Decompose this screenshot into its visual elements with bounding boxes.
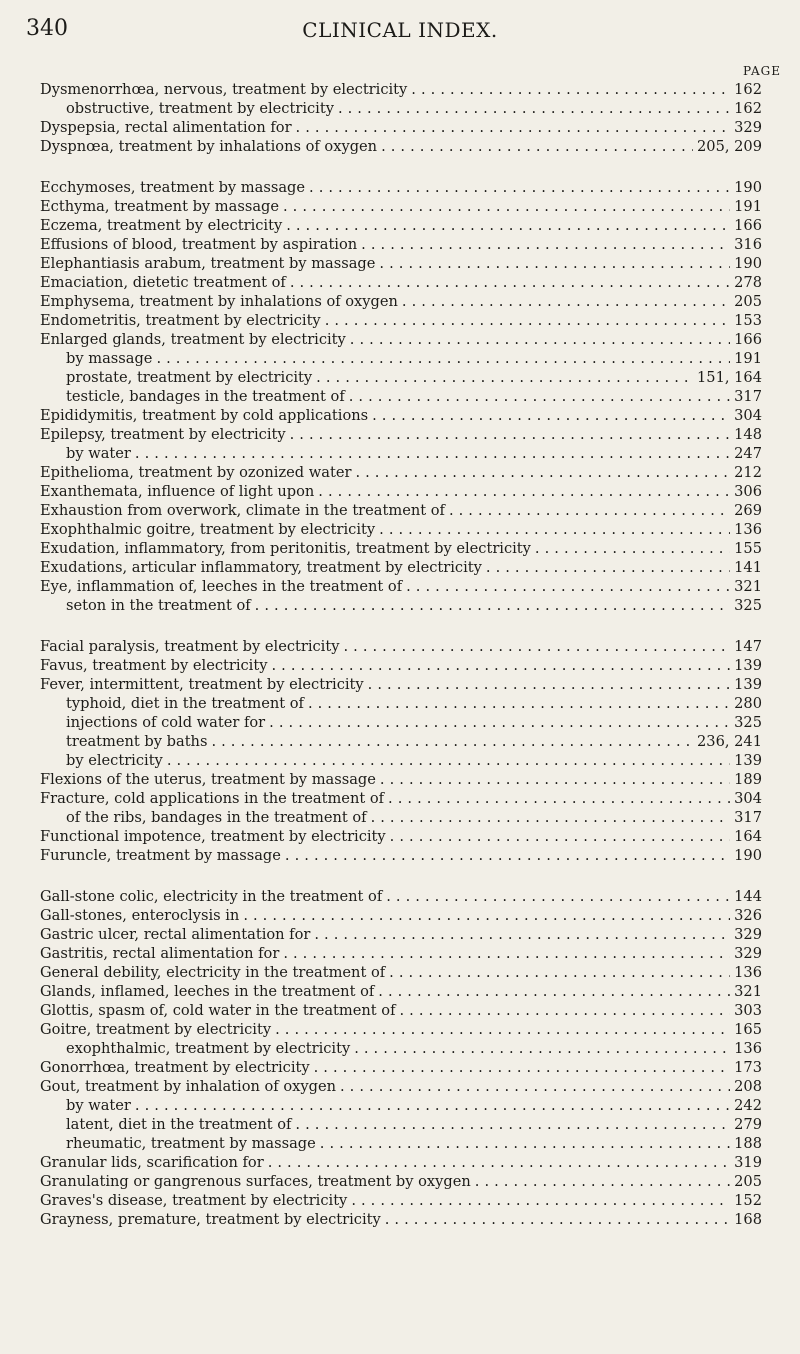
entry-term: Exhaustion from overwork, climate in the treatment of xyxy=(40,502,445,519)
entry-pages: 190 xyxy=(734,179,762,196)
index-subentry xyxy=(40,808,762,827)
entry-term: of the ribs, bandages in the treatment of xyxy=(66,809,367,826)
entry-term: Glands, inflamed, leeches in the treatment of xyxy=(40,983,375,1000)
entry-term: Elephantiasis arabum, treatment by massage xyxy=(40,255,376,272)
entry-term: by water xyxy=(66,445,131,462)
dot-leader xyxy=(368,675,730,694)
entry-term: testicle, bandages in the treatment of xyxy=(66,388,345,405)
entry-term: exophthalmic, treatment by electricity xyxy=(66,1040,351,1057)
index-entry xyxy=(40,770,762,789)
entry-term: Granulating or gangrenous surfaces, treatment by oxygen xyxy=(40,1173,471,1190)
entry-pages: 208 xyxy=(734,1078,762,1095)
page-number: 340 xyxy=(26,16,68,41)
entry-term: Grayness, premature, treatment by electricity xyxy=(40,1211,381,1228)
index-entry xyxy=(40,520,762,539)
entry-pages: 317 xyxy=(734,388,762,405)
dot-leader xyxy=(275,1020,730,1039)
dot-leader xyxy=(269,713,730,732)
index-subentry xyxy=(40,387,762,406)
dot-leader xyxy=(156,349,730,368)
entry-pages: 173 xyxy=(734,1059,762,1076)
dot-leader xyxy=(449,501,730,520)
index-subentry xyxy=(40,99,762,118)
entry-term: Dysmenorrhœa, nervous, treatment by electricity xyxy=(40,81,408,98)
entry-term: Granular lids, scarification for xyxy=(40,1154,264,1171)
index-entry xyxy=(40,137,762,156)
index-entry xyxy=(40,906,762,925)
dot-leader xyxy=(390,827,730,846)
entry-pages: 304 xyxy=(734,790,762,807)
index-entry xyxy=(40,311,762,330)
entry-term: by water xyxy=(66,1097,131,1114)
dot-leader xyxy=(316,368,693,387)
index-entry xyxy=(40,292,762,311)
dot-leader xyxy=(243,906,730,925)
entry-term: treatment by baths xyxy=(66,733,208,750)
entry-term: seton in the treatment of xyxy=(66,597,251,614)
dot-leader xyxy=(411,80,730,99)
index-entry xyxy=(40,675,762,694)
dot-leader xyxy=(135,1096,730,1115)
entry-pages: 188 xyxy=(734,1135,762,1152)
entry-pages: 321 xyxy=(734,578,762,595)
entry-pages: 139 xyxy=(734,676,762,693)
index-entry xyxy=(40,944,762,963)
index-subentry xyxy=(40,1115,762,1134)
index-subentry xyxy=(40,1134,762,1153)
entry-term: Emphysema, treatment by inhalations of oxygen xyxy=(40,293,398,310)
entry-pages: 165 xyxy=(734,1021,762,1038)
entry-term: Ecchymoses, treatment by massage xyxy=(40,179,306,196)
dot-leader xyxy=(486,558,730,577)
dot-leader xyxy=(381,137,693,156)
dot-leader xyxy=(380,770,730,789)
index-entry xyxy=(40,254,762,273)
entry-term: Enlarged glands, treatment by electricity xyxy=(40,331,346,348)
entry-pages: 329 xyxy=(734,119,762,136)
dot-leader xyxy=(354,1039,730,1058)
entry-term: General debility, electricity in the treatment of xyxy=(40,964,386,981)
dot-leader xyxy=(340,1077,730,1096)
dot-leader xyxy=(371,808,731,827)
index-entry xyxy=(40,963,762,982)
entry-pages: 190 xyxy=(734,255,762,272)
index-subentry xyxy=(40,444,762,463)
entry-term: Exophthalmic goitre, treatment by electricity xyxy=(40,521,376,538)
entry-term: Epididymitis, treatment by cold applications xyxy=(40,407,369,424)
clinical-index xyxy=(40,80,762,1251)
entry-term: Ecthyma, treatment by massage xyxy=(40,198,279,215)
entry-term: Exudation, inflammatory, from peritonitis, treatment by electricity xyxy=(40,540,531,557)
entry-pages: 189 xyxy=(734,771,762,788)
entry-pages: 139 xyxy=(734,752,762,769)
entry-pages: 144 xyxy=(734,888,762,905)
index-group xyxy=(40,637,762,865)
dot-leader xyxy=(402,292,730,311)
entry-pages: 164 xyxy=(734,828,762,845)
entry-pages: 319 xyxy=(734,1154,762,1171)
entry-pages: 303 xyxy=(734,1002,762,1019)
entry-pages: 325 xyxy=(734,597,762,614)
index-entry xyxy=(40,1172,762,1191)
dot-leader xyxy=(286,216,730,235)
dot-leader xyxy=(290,425,731,444)
index-entry xyxy=(40,1210,762,1229)
entry-pages: 325 xyxy=(734,714,762,731)
dot-leader xyxy=(535,539,730,558)
index-entry xyxy=(40,235,762,254)
entry-term: latent, diet in the treatment of xyxy=(66,1116,292,1133)
index-subentry xyxy=(40,596,762,615)
dot-leader xyxy=(361,235,730,254)
entry-term: Fracture, cold applications in the treatment of xyxy=(40,790,385,807)
entry-term: Favus, treatment by electricity xyxy=(40,657,268,674)
entry-pages: 148 xyxy=(734,426,762,443)
index-subentry xyxy=(40,694,762,713)
dot-leader xyxy=(295,1115,730,1134)
dot-leader xyxy=(135,444,730,463)
dot-leader xyxy=(350,330,730,349)
dot-leader xyxy=(349,387,730,406)
dot-leader xyxy=(268,1153,730,1172)
index-subentry xyxy=(40,751,762,770)
index-entry xyxy=(40,846,762,865)
entry-term: Effusions of blood, treatment by aspiration xyxy=(40,236,358,253)
entry-term: Gall-stone colic, electricity in the treatment of xyxy=(40,888,383,905)
index-entry xyxy=(40,656,762,675)
index-entry xyxy=(40,827,762,846)
index-entry xyxy=(40,178,762,197)
dot-leader xyxy=(271,656,730,675)
index-entry xyxy=(40,463,762,482)
entry-pages: 279 xyxy=(734,1116,762,1133)
entry-term: Eczema, treatment by electricity xyxy=(40,217,283,234)
entry-pages: 329 xyxy=(734,945,762,962)
entry-pages: 205 xyxy=(734,293,762,310)
entry-pages: 278 xyxy=(734,274,762,291)
entry-pages: 162 xyxy=(734,81,762,98)
index-entry xyxy=(40,1077,762,1096)
entry-pages: 152 xyxy=(734,1192,762,1209)
index-entry xyxy=(40,216,762,235)
index-subentry xyxy=(40,732,762,751)
dot-leader xyxy=(406,577,730,596)
dot-leader xyxy=(379,520,730,539)
index-entry xyxy=(40,425,762,444)
index-entry xyxy=(40,577,762,596)
entry-pages: 166 xyxy=(734,217,762,234)
entry-term: Furuncle, treatment by massage xyxy=(40,847,281,864)
index-entry xyxy=(40,1001,762,1020)
index-subentry xyxy=(40,713,762,732)
dot-leader xyxy=(290,273,730,292)
entry-term: obstructive, treatment by electricity xyxy=(66,100,334,117)
entry-term: Epithelioma, treatment by ozonized water xyxy=(40,464,352,481)
index-entry xyxy=(40,330,762,349)
dot-leader xyxy=(314,925,730,944)
index-entry xyxy=(40,197,762,216)
dot-leader xyxy=(308,694,730,713)
entry-pages: 316 xyxy=(734,236,762,253)
dot-leader xyxy=(296,118,731,137)
index-entry xyxy=(40,1153,762,1172)
index-subentry xyxy=(40,349,762,368)
entry-pages: 306 xyxy=(734,483,762,500)
dot-leader xyxy=(389,963,730,982)
entry-pages: 191 xyxy=(734,350,762,367)
entry-term: Dyspnœa, treatment by inhalations of oxygen xyxy=(40,138,378,155)
dot-leader xyxy=(255,596,730,615)
index-entry xyxy=(40,558,762,577)
dot-leader xyxy=(320,1134,730,1153)
entry-term: by massage xyxy=(66,350,153,367)
dot-leader xyxy=(400,1001,731,1020)
entry-term: prostate, treatment by electricity xyxy=(66,369,313,386)
entry-term: Fever, intermittent, treatment by electricity xyxy=(40,676,364,693)
index-group xyxy=(40,80,762,156)
page-column-label: PAGE xyxy=(743,64,781,78)
entry-pages: 153 xyxy=(734,312,762,329)
dot-leader xyxy=(283,197,730,216)
dot-leader xyxy=(211,732,693,751)
entry-pages: 321 xyxy=(734,983,762,1000)
index-group xyxy=(40,887,762,1229)
entry-pages: 212 xyxy=(734,464,762,481)
entry-term: Gout, treatment by inhalation of oxygen xyxy=(40,1078,336,1095)
entry-pages: 317 xyxy=(734,809,762,826)
entry-term: Exudations, articular inflammatory, treatment by electricity xyxy=(40,559,482,576)
entry-pages: 162 xyxy=(734,100,762,117)
entry-term: typhoid, diet in the treatment of xyxy=(66,695,304,712)
entry-pages: 304 xyxy=(734,407,762,424)
entry-pages: 247 xyxy=(734,445,762,462)
dot-leader xyxy=(379,254,730,273)
dot-leader xyxy=(325,311,730,330)
entry-pages: 190 xyxy=(734,847,762,864)
entry-pages: 139 xyxy=(734,657,762,674)
index-entry xyxy=(40,789,762,808)
index-entry xyxy=(40,1020,762,1039)
entry-term: Graves's disease, treatment by electricity xyxy=(40,1192,348,1209)
entry-pages: 242 xyxy=(734,1097,762,1114)
entry-pages: 205 xyxy=(734,1173,762,1190)
entry-pages: 269 xyxy=(734,502,762,519)
entry-term: Dyspepsia, rectal alimentation for xyxy=(40,119,292,136)
index-entry xyxy=(40,273,762,292)
dot-leader xyxy=(283,944,730,963)
entry-term: Functional impotence, treatment by electricity xyxy=(40,828,386,845)
entry-pages: 166 xyxy=(734,331,762,348)
entry-pages: 236, 241 xyxy=(697,733,762,750)
dot-leader xyxy=(309,178,730,197)
index-entry xyxy=(40,887,762,906)
entry-term: Gastric ulcer, rectal alimentation for xyxy=(40,926,311,943)
index-entry xyxy=(40,982,762,1001)
entry-term: Gall-stones, enteroclysis in xyxy=(40,907,240,924)
entry-term: Exanthemata, influence of light upon xyxy=(40,483,315,500)
index-subentry xyxy=(40,1039,762,1058)
dot-leader xyxy=(386,887,730,906)
index-entry xyxy=(40,118,762,137)
dot-leader xyxy=(343,637,730,656)
entry-pages: 155 xyxy=(734,540,762,557)
dot-leader xyxy=(355,463,730,482)
entry-term: Glottis, spasm of, cold water in the treatment of xyxy=(40,1002,396,1019)
entry-term: Gastritis, rectal alimentation for xyxy=(40,945,280,962)
entry-term: Endometritis, treatment by electricity xyxy=(40,312,321,329)
index-entry xyxy=(40,1191,762,1210)
dot-leader xyxy=(167,751,730,770)
entry-pages: 168 xyxy=(734,1211,762,1228)
index-group xyxy=(40,178,762,615)
index-entry xyxy=(40,637,762,656)
entry-pages: 191 xyxy=(734,198,762,215)
entry-term: Emaciation, dietetic treatment of xyxy=(40,274,286,291)
dot-leader xyxy=(285,846,730,865)
index-entry xyxy=(40,1058,762,1077)
entry-term: injections of cold water for xyxy=(66,714,266,731)
index-entry xyxy=(40,925,762,944)
index-entry xyxy=(40,406,762,425)
dot-leader xyxy=(338,99,730,118)
entry-pages: 136 xyxy=(734,521,762,538)
entry-pages: 136 xyxy=(734,1040,762,1057)
index-subentry xyxy=(40,1096,762,1115)
entry-pages: 205, 209 xyxy=(697,138,762,155)
entry-pages: 280 xyxy=(734,695,762,712)
dot-leader xyxy=(318,482,730,501)
entry-term: Gonorrhœa, treatment by electricity xyxy=(40,1059,310,1076)
entry-pages: 151, 164 xyxy=(697,369,762,386)
entry-pages: 141 xyxy=(734,559,762,576)
entry-pages: 326 xyxy=(734,907,762,924)
entry-term: Facial paralysis, treatment by electricity xyxy=(40,638,340,655)
index-entry xyxy=(40,501,762,520)
dot-leader xyxy=(372,406,730,425)
entry-term: Epilepsy, treatment by electricity xyxy=(40,426,286,443)
index-entry xyxy=(40,482,762,501)
entry-pages: 329 xyxy=(734,926,762,943)
entry-term: Eye, inflammation of, leeches in the treatment of xyxy=(40,578,403,595)
index-entry xyxy=(40,80,762,99)
dot-leader xyxy=(475,1172,730,1191)
dot-leader xyxy=(388,789,730,808)
index-subentry xyxy=(40,368,762,387)
entry-term: rheumatic, treatment by massage xyxy=(66,1135,316,1152)
dot-leader xyxy=(378,982,730,1001)
entry-term: Goitre, treatment by electricity xyxy=(40,1021,272,1038)
entry-pages: 147 xyxy=(734,638,762,655)
running-title: CLINICAL INDEX. xyxy=(302,18,498,42)
entry-term: Flexions of the uterus, treatment by massage xyxy=(40,771,376,788)
dot-leader xyxy=(314,1058,731,1077)
dot-leader xyxy=(351,1191,730,1210)
dot-leader xyxy=(385,1210,730,1229)
entry-pages: 136 xyxy=(734,964,762,981)
entry-term: by electricity xyxy=(66,752,163,769)
index-entry xyxy=(40,539,762,558)
